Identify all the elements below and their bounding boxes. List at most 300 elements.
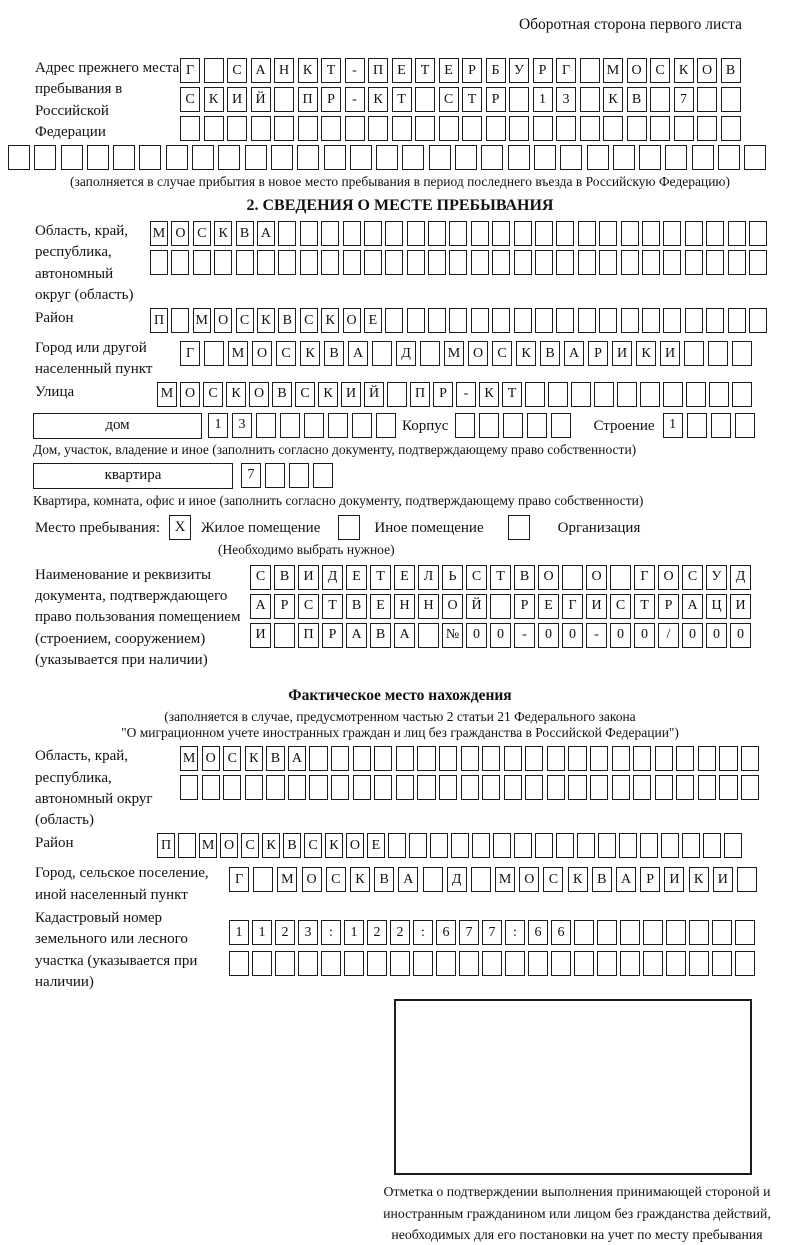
actual-region-row-2 [180, 775, 763, 800]
char-cell [202, 775, 220, 800]
char-cell: 3 [556, 87, 576, 112]
char-cell: А [251, 58, 271, 83]
char-cell [514, 250, 532, 275]
char-cell [396, 746, 414, 771]
char-cell: О [658, 565, 679, 590]
char-cell: К [325, 833, 343, 858]
char-cell: К [674, 58, 694, 83]
char-cell: С [223, 746, 241, 771]
street-block [0, 382, 800, 411]
char-cell: Е [439, 58, 459, 83]
char-cell [278, 250, 296, 275]
char-cell [666, 951, 686, 976]
char-cell [428, 250, 446, 275]
char-cell [594, 382, 614, 407]
char-cell [525, 775, 543, 800]
char-cell: О [202, 746, 220, 771]
char-cell [613, 145, 635, 170]
char-cell [482, 775, 500, 800]
char-cell: И [341, 382, 361, 407]
char-cell [451, 833, 469, 858]
confirmation-box [394, 999, 752, 1175]
char-cell [503, 413, 523, 438]
char-cell: В [346, 594, 367, 619]
char-cell [620, 920, 640, 945]
char-cell [482, 951, 502, 976]
char-cell [744, 145, 766, 170]
char-cell [580, 58, 600, 83]
char-cell [251, 116, 271, 141]
stroenie-cells [663, 413, 759, 438]
char-cell: О [249, 382, 269, 407]
char-cell [728, 250, 746, 275]
char-cell [655, 746, 673, 771]
char-cell [178, 833, 196, 858]
char-cell: В [721, 58, 741, 83]
char-cell [535, 221, 553, 246]
char-cell [428, 221, 446, 246]
char-cell [479, 413, 499, 438]
char-cell: Н [274, 58, 294, 83]
region-label: Область, край, республика, автономный округ (область) [35, 223, 134, 303]
char-cell: С [682, 565, 703, 590]
char-cell: О [171, 221, 189, 246]
char-cell: Р [322, 623, 343, 648]
actual-district-label: Район [35, 835, 74, 852]
apartment-row [33, 463, 800, 489]
char-cell: Р [514, 594, 535, 619]
char-cell: О [302, 867, 322, 892]
char-cell [685, 250, 703, 275]
doc-block [0, 565, 800, 671]
section2-title: 2. СВЕДЕНИЯ О МЕСТЕ ПРЕБЫВАНИЯ [246, 197, 554, 214]
char-cell [402, 145, 424, 170]
char-cell [385, 308, 403, 333]
char-cell: В [274, 565, 295, 590]
char-cell: И [660, 341, 680, 366]
char-cell: Ц [706, 594, 727, 619]
char-cell [514, 308, 532, 333]
char-cell [528, 951, 548, 976]
char-cell: О [220, 833, 238, 858]
char-cell: 0 [682, 623, 703, 648]
char-cell [343, 221, 361, 246]
actual-location-caption-1: (заполняется в случае, предусмотренном частью 2 статьи 21 Федерального закона [164, 709, 636, 725]
region-block [0, 221, 800, 306]
char-cell [698, 775, 716, 800]
char-cell: 1 [344, 920, 364, 945]
char-cell: Й [251, 87, 271, 112]
char-cell: Т [634, 594, 655, 619]
char-cell [610, 565, 631, 590]
actual-district-row [157, 833, 745, 858]
char-cell [368, 116, 388, 141]
char-cell: Р [433, 382, 453, 407]
char-cell: Т [322, 594, 343, 619]
char-cell [535, 833, 553, 858]
char-cell [309, 775, 327, 800]
char-cell: О [214, 308, 232, 333]
char-cell [711, 413, 731, 438]
char-cell [599, 221, 617, 246]
stay-type-label: Место пребывания: [35, 519, 160, 536]
char-cell [486, 116, 506, 141]
char-cell: 1 [229, 920, 249, 945]
char-cell [455, 145, 477, 170]
char-cell [556, 250, 574, 275]
checkbox-residential-label: Жилое помещение [201, 519, 321, 536]
char-cell [321, 250, 339, 275]
char-cell: И [227, 87, 247, 112]
char-cell: И [586, 594, 607, 619]
char-cell: М [150, 221, 168, 246]
char-cell [587, 145, 609, 170]
char-cell [449, 308, 467, 333]
char-cell: К [689, 867, 709, 892]
char-cell [556, 833, 574, 858]
char-cell [407, 221, 425, 246]
char-cell [150, 250, 168, 275]
char-cell [113, 145, 135, 170]
doc-row-1 [250, 565, 754, 590]
char-cell [350, 145, 372, 170]
char-cell [643, 951, 663, 976]
char-cell [627, 116, 647, 141]
char-cell: 0 [706, 623, 727, 648]
char-cell [551, 413, 571, 438]
street-row [157, 382, 755, 407]
char-cell [571, 382, 591, 407]
char-cell [449, 221, 467, 246]
char-cell [514, 221, 532, 246]
char-cell: : [505, 920, 525, 945]
house-number-cells [208, 413, 400, 438]
char-cell: С [326, 867, 346, 892]
char-cell: К [350, 867, 370, 892]
char-cell: С [295, 382, 315, 407]
char-cell [278, 221, 296, 246]
char-cell: 0 [610, 623, 631, 648]
char-cell [535, 308, 553, 333]
char-cell [525, 746, 543, 771]
char-cell [580, 116, 600, 141]
actual-location-caption-2: "О миграционном учете иностранных граждан и лиц без гражданства в Российской Федерации") [121, 725, 679, 741]
char-cell: 7 [482, 920, 502, 945]
char-cell [252, 951, 272, 976]
char-cell: Г [180, 58, 200, 83]
char-cell: Т [321, 58, 341, 83]
char-cell [376, 145, 398, 170]
char-cell [280, 413, 300, 438]
char-cell: 0 [490, 623, 511, 648]
char-cell: Е [392, 58, 412, 83]
char-cell [665, 145, 687, 170]
char-cell [620, 951, 640, 976]
char-cell: И [713, 867, 733, 892]
char-cell [504, 746, 522, 771]
char-cell: К [368, 87, 388, 112]
char-cell: В [236, 221, 254, 246]
char-cell [597, 920, 617, 945]
char-cell: Т [370, 565, 391, 590]
char-cell: У [509, 58, 529, 83]
char-cell [612, 746, 630, 771]
char-cell [508, 145, 530, 170]
street-label: Улица [35, 383, 75, 400]
char-cell: В [370, 623, 391, 648]
char-cell [328, 413, 348, 438]
char-cell [180, 116, 200, 141]
char-cell: А [348, 341, 368, 366]
char-cell [298, 951, 318, 976]
char-cell [331, 746, 349, 771]
char-cell: 1 [252, 920, 272, 945]
char-cell [619, 833, 637, 858]
char-cell [639, 145, 661, 170]
char-cell [712, 920, 732, 945]
char-cell: К [568, 867, 588, 892]
char-cell [256, 413, 276, 438]
char-cell [345, 116, 365, 141]
char-cell: С [250, 565, 271, 590]
char-cell [719, 746, 737, 771]
char-cell [728, 221, 746, 246]
char-cell [749, 308, 767, 333]
char-cell: А [398, 867, 418, 892]
apartment-caption: Квартира, комната, офис и иное (заполнить согласно документу, подтверждающему право собственности) [33, 492, 644, 508]
char-cell [227, 116, 247, 141]
char-cell: 0 [538, 623, 559, 648]
char-cell [724, 833, 742, 858]
char-cell: А [288, 746, 306, 771]
char-cell [548, 382, 568, 407]
district-block [0, 308, 800, 337]
char-cell [321, 116, 341, 141]
char-cell: 3 [232, 413, 252, 438]
char-cell [642, 221, 660, 246]
char-cell [298, 116, 318, 141]
actual-city-block [0, 863, 800, 906]
char-cell: Р [486, 87, 506, 112]
char-cell: В [592, 867, 612, 892]
char-cell [257, 250, 275, 275]
char-cell: П [368, 58, 388, 83]
char-cell [266, 775, 284, 800]
char-cell [274, 116, 294, 141]
char-cell [374, 746, 392, 771]
char-cell [692, 145, 714, 170]
char-cell [481, 145, 503, 170]
prev-address-label: Адрес прежнего места пребывания в Российской Федерации [35, 60, 180, 140]
char-cell [300, 221, 318, 246]
char-cell [87, 145, 109, 170]
char-cell [376, 413, 396, 438]
char-cell: 1 [663, 413, 683, 438]
char-cell: 6 [436, 920, 456, 945]
char-cell [482, 746, 500, 771]
char-cell [304, 413, 324, 438]
cadastral-block [0, 908, 800, 993]
char-cell: Й [466, 594, 487, 619]
char-cell [640, 833, 658, 858]
cadastral-row-2 [229, 951, 758, 976]
char-cell: С [610, 594, 631, 619]
char-cell: В [627, 87, 647, 112]
char-cell [598, 833, 616, 858]
char-cell [417, 746, 435, 771]
char-cell [461, 775, 479, 800]
char-cell [741, 746, 759, 771]
char-cell [682, 833, 700, 858]
char-cell: М [228, 341, 248, 366]
char-cell: В [266, 746, 284, 771]
char-cell [685, 221, 703, 246]
char-cell: К [257, 308, 275, 333]
char-cell [676, 775, 694, 800]
actual-district-block [0, 833, 800, 862]
char-cell: С [276, 341, 296, 366]
char-cell [574, 951, 594, 976]
char-cell [732, 382, 752, 407]
char-cell [527, 413, 547, 438]
char-cell: Т [415, 58, 435, 83]
korpus-label: Корпус [402, 417, 449, 434]
char-cell: М [199, 833, 217, 858]
char-cell [590, 775, 608, 800]
char-cell: Б [486, 58, 506, 83]
char-cell [687, 413, 707, 438]
char-cell [214, 250, 232, 275]
char-cell: Г [180, 341, 200, 366]
char-cell [229, 951, 249, 976]
char-cell [684, 341, 704, 366]
char-cell: А [257, 221, 275, 246]
cadastral-label: Кадастровый номер земельного или лесного участка (указывается при наличии) [35, 910, 198, 990]
char-cell [603, 116, 623, 141]
char-cell: М [495, 867, 515, 892]
char-cell [492, 221, 510, 246]
char-cell [655, 775, 673, 800]
char-cell: О [519, 867, 539, 892]
char-cell [171, 308, 189, 333]
char-cell [223, 775, 241, 800]
char-cell [697, 87, 717, 112]
char-cell [737, 867, 757, 892]
char-cell [455, 413, 475, 438]
char-cell [547, 775, 565, 800]
char-cell [449, 250, 467, 275]
char-cell: С [180, 87, 200, 112]
char-cell [428, 308, 446, 333]
char-cell [289, 463, 309, 488]
prev-address-block [0, 58, 800, 145]
char-cell [459, 951, 479, 976]
house-caption: Дом, участок, владение и иное (заполнить согласно документу, подтверждающему право собственности) [33, 441, 637, 457]
char-cell [514, 833, 532, 858]
char-cell: А [682, 594, 703, 619]
checkbox-other-premises-label: Иное помещение [374, 519, 484, 536]
char-cell [343, 250, 361, 275]
char-cell [551, 951, 571, 976]
char-cell [689, 920, 709, 945]
char-cell: П [298, 87, 318, 112]
confirmation-caption: Отметка о подтверждении выполнения принимающей стороной и иностранным гражданином или лицом без гражданства действий, необходимых для его постановки на учет по месту пребывания [383, 1184, 771, 1242]
char-cell: : [321, 920, 341, 945]
char-cell [139, 145, 161, 170]
char-cell [721, 87, 741, 112]
korpus-cells [455, 413, 575, 438]
char-cell [728, 308, 746, 333]
char-cell [640, 382, 660, 407]
char-cell [364, 250, 382, 275]
char-cell: О [697, 58, 717, 83]
char-cell: О [343, 308, 361, 333]
char-cell [534, 145, 556, 170]
char-cell: С [492, 341, 512, 366]
char-cell: С [304, 833, 322, 858]
char-cell [533, 116, 553, 141]
checkbox-other-premises [338, 515, 360, 540]
char-cell [61, 145, 83, 170]
char-cell: О [538, 565, 559, 590]
char-cell: К [204, 87, 224, 112]
char-cell [471, 308, 489, 333]
char-cell [568, 746, 586, 771]
char-cell [430, 833, 448, 858]
char-cell [612, 775, 630, 800]
region-rows [150, 221, 770, 279]
char-cell [633, 775, 651, 800]
prev-address-row-1 [180, 58, 744, 83]
char-cell [706, 308, 724, 333]
char-cell [712, 951, 732, 976]
char-cell: 0 [634, 623, 655, 648]
char-cell [709, 382, 729, 407]
char-cell: М [444, 341, 464, 366]
char-cell: 7 [674, 87, 694, 112]
char-cell [568, 775, 586, 800]
char-cell: 2 [275, 920, 295, 945]
char-cell: О [468, 341, 488, 366]
city-row [180, 341, 756, 366]
char-cell: С [300, 308, 318, 333]
char-cell [180, 775, 198, 800]
house-box-label: дом [33, 413, 202, 439]
char-cell: А [346, 623, 367, 648]
char-cell [578, 250, 596, 275]
char-cell: М [157, 382, 177, 407]
char-cell: Н [418, 594, 439, 619]
char-cell [192, 145, 214, 170]
char-cell [703, 833, 721, 858]
char-cell: 0 [730, 623, 751, 648]
char-cell [271, 145, 293, 170]
char-cell [309, 746, 327, 771]
char-cell [735, 920, 755, 945]
char-cell [574, 920, 594, 945]
char-cell [578, 221, 596, 246]
char-cell: К [214, 221, 232, 246]
char-cell [580, 87, 600, 112]
char-cell: 1 [208, 413, 228, 438]
char-cell: К [298, 58, 318, 83]
char-cell: К [603, 87, 623, 112]
char-cell [407, 308, 425, 333]
char-cell: К [226, 382, 246, 407]
char-cell: Е [367, 833, 385, 858]
char-cell: - [345, 87, 365, 112]
char-cell: Н [394, 594, 415, 619]
